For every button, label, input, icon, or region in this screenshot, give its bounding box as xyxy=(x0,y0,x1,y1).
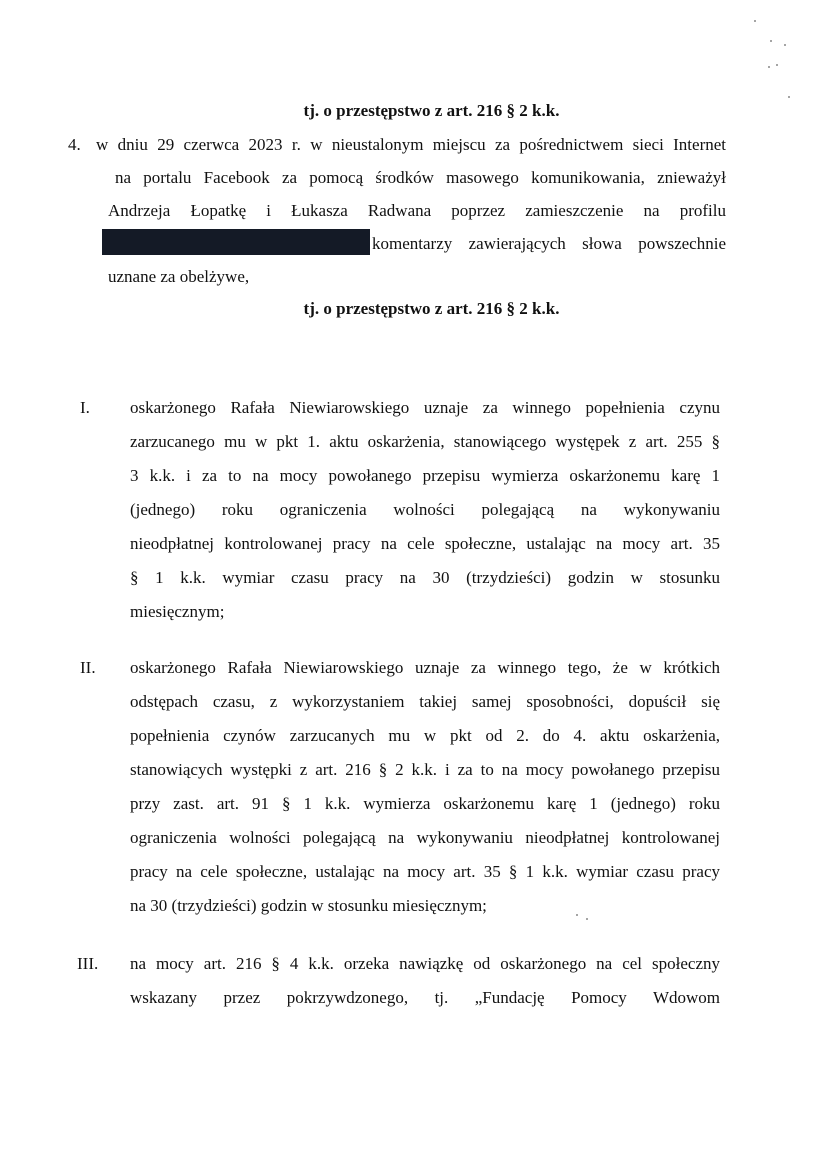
redaction-bar xyxy=(102,229,370,255)
verdict-i-line-6: § 1 k.k. wymiar czasu pracy na 30 (trzydzieści) godzin w stosunku xyxy=(130,568,720,587)
verdict-i-line-7: miesięcznym; xyxy=(130,602,225,621)
verdict-i-line-2: zarzucanego mu w pkt 1. aktu oskarżenia, stanowiącego występek z art. 255 § xyxy=(130,432,720,451)
verdict-ii-line-7: pracy na cele społeczne, ustalając na mocy art. 35 § 1 k.k. wymiar czasu pracy xyxy=(130,862,720,881)
verdict-ii-number: II. xyxy=(80,658,96,677)
item-4-line-3: Andrzeja Łopatkę i Łukasza Radwana poprzez zamieszczenie na profilu xyxy=(108,201,726,220)
verdict-ii-line-6: ograniczenia wolności polegającą na wykonywaniu nieodpłatnej kontrolowanej xyxy=(130,828,720,847)
verdict-ii-line-1: oskarżonego Rafała Niewiarowskiego uznaje za winnego tego, że w krótkich xyxy=(130,658,720,677)
charge-heading-top: tj. o przestępstwo z art. 216 § 2 k.k. xyxy=(303,101,560,120)
verdict-ii-line-4: stanowiących występki z art. 216 § 2 k.k. i za to na mocy powołanego przepisu xyxy=(130,760,720,779)
verdict-ii-line-2: odstępach czasu, z wykorzystaniem takiej samej sposobności, dopuścił się xyxy=(130,692,720,711)
item-4-line-1: w dniu 29 czerwca 2023 r. w nieustalonym miejscu za pośrednictwem sieci Internet xyxy=(96,135,726,154)
verdict-i-line-3: 3 k.k. i za to na mocy powołanego przepisu wymierza oskarżonemu karę 1 xyxy=(130,466,720,485)
verdict-iii-line-2: wskazany przez pokrzywdzonego, tj. „Fundację Pomocy Wdowom xyxy=(130,988,720,1007)
verdict-ii-line-8: na 30 (trzydzieści) godzin w stosunku miesięcznym; xyxy=(130,896,487,915)
verdict-ii-line-3: popełnienia czynów zarzucanych mu w pkt od 2. do 4. aktu oskarżenia, xyxy=(130,726,720,745)
verdict-i-number: I. xyxy=(80,398,90,417)
verdict-iii-number: III. xyxy=(77,954,99,973)
item-4-line-4: komentarzy zawierających słowa powszechnie xyxy=(372,234,726,253)
verdict-i-line-1: oskarżonego Rafała Niewiarowskiego uznaje za winnego popełnienia czynu xyxy=(130,398,720,417)
verdict-i-line-5: nieodpłatnej kontrolowanej pracy na cele społeczne, ustalając na mocy art. 35 xyxy=(130,534,720,553)
verdict-i-line-4: (jednego) roku ograniczenia wolności polegającą na wykonywaniu xyxy=(130,500,720,519)
item-4-number: 4. xyxy=(68,135,81,154)
verdict-ii-line-5: przy zast. art. 91 § 1 k.k. wymierza oskarżonemu karę 1 (jednego) roku xyxy=(130,794,720,813)
item-4-line-5: uznane za obelżywe, xyxy=(108,267,250,286)
item-4-heading: tj. o przestępstwo z art. 216 § 2 k.k. xyxy=(303,299,560,318)
item-4-line-2: na portalu Facebook za pomocą środków masowego komunikowania, znieważył xyxy=(115,168,726,187)
verdict-iii-line-1: na mocy art. 216 § 4 k.k. orzeka nawiązkę od oskarżonego na cel społeczny xyxy=(130,954,720,973)
